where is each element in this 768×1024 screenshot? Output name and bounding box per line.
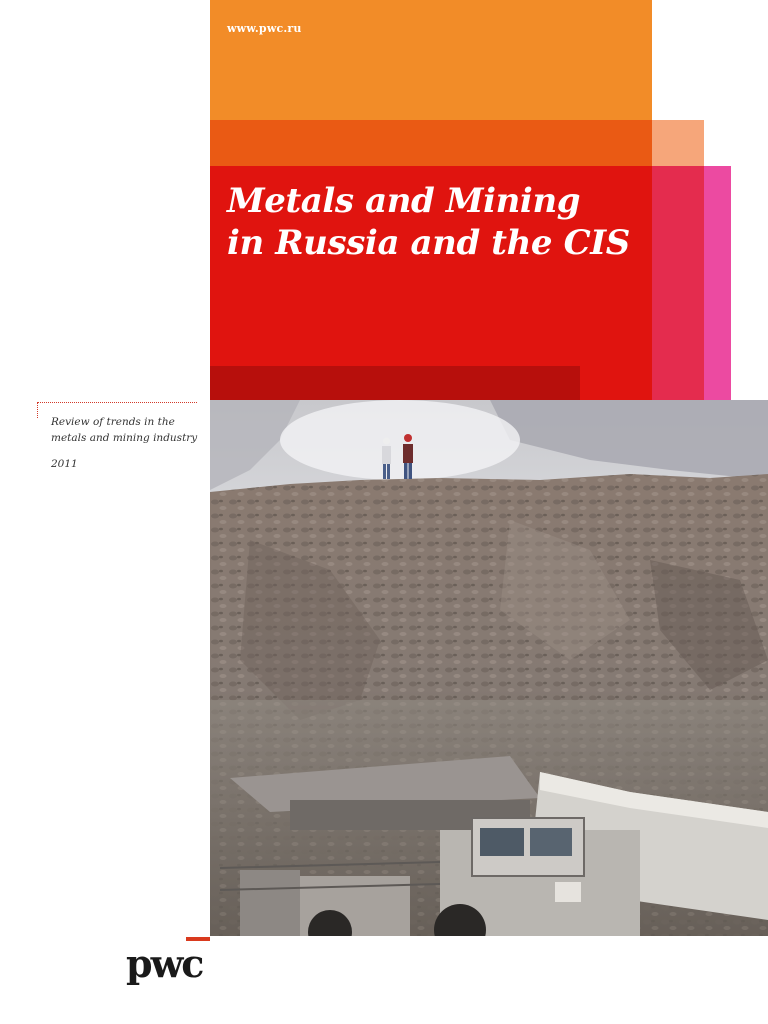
dotted-divider [37,402,197,403]
mining-photo [210,400,768,936]
orange-color-block [210,0,652,120]
subtitle-line-1: Review of trends in the [51,416,175,428]
pink-color-block [704,166,731,400]
dotted-tick [37,402,38,418]
website-url[interactable]: www.pwc.ru [227,22,302,35]
title-line-1: Metals and Mining [227,181,581,221]
cover-title [227,180,697,264]
dark-red-color-bar [210,366,580,400]
report-year: 2011 [51,458,78,470]
dark-orange-color-block [210,120,652,166]
subtitle-line-2: metals and mining industry [51,432,198,444]
peach-color-block [652,120,704,166]
title-line-2: in Russia and the CIS [227,223,630,263]
pwc-logo: pwc [126,941,203,986]
report-subtitle [51,414,201,446]
